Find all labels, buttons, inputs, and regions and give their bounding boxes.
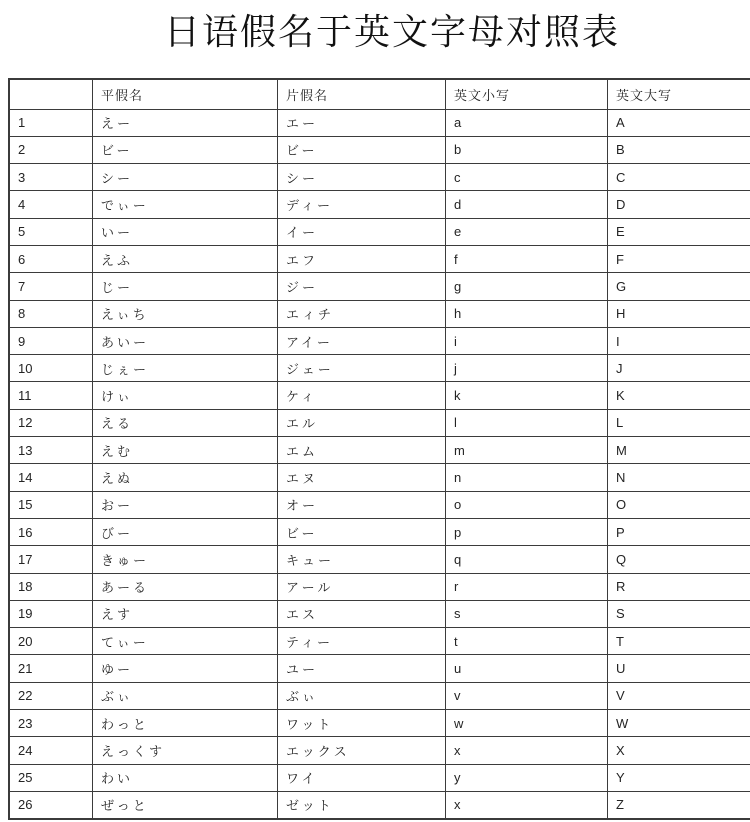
- english-lowercase-cell: i: [446, 327, 608, 354]
- english-lowercase-cell: h: [446, 300, 608, 327]
- header-row: [9, 79, 750, 109]
- table-row: [9, 628, 750, 655]
- hiragana-cell: ぜっと: [93, 791, 278, 818]
- hiragana-cell: じぇー: [93, 355, 278, 382]
- table-row: [9, 164, 750, 191]
- english-lowercase-cell: g: [446, 273, 608, 300]
- column-header-row-number: [9, 79, 93, 109]
- english-lowercase-cell: m: [446, 437, 608, 464]
- row-number-cell: 3: [9, 164, 93, 191]
- row-number-cell: 24: [9, 737, 93, 764]
- row-number-cell: 16: [9, 518, 93, 545]
- hiragana-cell: えっくす: [93, 737, 278, 764]
- english-lowercase-cell: p: [446, 518, 608, 545]
- english-uppercase-cell: U: [608, 655, 750, 682]
- row-number-cell: 11: [9, 382, 93, 409]
- english-lowercase-cell: k: [446, 382, 608, 409]
- english-lowercase-cell: q: [446, 546, 608, 573]
- row-number-cell: 15: [9, 491, 93, 518]
- katakana-cell: イー: [278, 218, 446, 245]
- hiragana-cell: あいー: [93, 327, 278, 354]
- row-number-cell: 26: [9, 791, 93, 818]
- english-lowercase-cell: a: [446, 109, 608, 136]
- hiragana-cell: えぃち: [93, 300, 278, 327]
- row-number-cell: 6: [9, 245, 93, 272]
- row-number-cell: 13: [9, 437, 93, 464]
- hiragana-cell: えふ: [93, 245, 278, 272]
- katakana-cell: ジー: [278, 273, 446, 300]
- hiragana-cell: おー: [93, 491, 278, 518]
- english-lowercase-cell: y: [446, 764, 608, 791]
- english-uppercase-cell: F: [608, 245, 750, 272]
- hiragana-cell: けぃ: [93, 382, 278, 409]
- hiragana-cell: シー: [93, 164, 278, 191]
- katakana-cell: エックス: [278, 737, 446, 764]
- katakana-cell: ユー: [278, 655, 446, 682]
- table-body: [9, 109, 750, 819]
- hiragana-cell: ぶぃ: [93, 682, 278, 709]
- english-lowercase-cell: v: [446, 682, 608, 709]
- hiragana-cell: えぬ: [93, 464, 278, 491]
- kana-alphabet-table: [8, 78, 750, 820]
- table-row: [9, 464, 750, 491]
- hiragana-cell: あーる: [93, 573, 278, 600]
- english-uppercase-cell: I: [608, 327, 750, 354]
- row-number-cell: 4: [9, 191, 93, 218]
- english-uppercase-cell: R: [608, 573, 750, 600]
- english-lowercase-cell: s: [446, 600, 608, 627]
- katakana-cell: エル: [278, 409, 446, 436]
- katakana-cell: シー: [278, 164, 446, 191]
- table-row: [9, 546, 750, 573]
- hiragana-cell: える: [93, 409, 278, 436]
- katakana-cell: ぶぃ: [278, 682, 446, 709]
- hiragana-cell: えむ: [93, 437, 278, 464]
- row-number-cell: 20: [9, 628, 93, 655]
- hiragana-cell: わい: [93, 764, 278, 791]
- row-number-cell: 8: [9, 300, 93, 327]
- katakana-cell: ケィ: [278, 382, 446, 409]
- hiragana-cell: いー: [93, 218, 278, 245]
- table-row: [9, 191, 750, 218]
- row-number-cell: 23: [9, 710, 93, 737]
- table-row: [9, 491, 750, 518]
- english-uppercase-cell: M: [608, 437, 750, 464]
- katakana-cell: ジェー: [278, 355, 446, 382]
- english-uppercase-cell: Q: [608, 546, 750, 573]
- english-uppercase-cell: Z: [608, 791, 750, 818]
- katakana-cell: エス: [278, 600, 446, 627]
- katakana-cell: エヌ: [278, 464, 446, 491]
- table-row: [9, 600, 750, 627]
- english-uppercase-cell: J: [608, 355, 750, 382]
- table-row: [9, 355, 750, 382]
- table-row: [9, 245, 750, 272]
- english-uppercase-cell: B: [608, 136, 750, 163]
- english-uppercase-cell: V: [608, 682, 750, 709]
- row-number-cell: 14: [9, 464, 93, 491]
- katakana-cell: ワット: [278, 710, 446, 737]
- english-uppercase-cell: N: [608, 464, 750, 491]
- english-lowercase-cell: b: [446, 136, 608, 163]
- row-number-cell: 9: [9, 327, 93, 354]
- column-header-hiragana: 平假名: [93, 79, 278, 109]
- table-row: [9, 136, 750, 163]
- table-row: [9, 300, 750, 327]
- hiragana-cell: ビー: [93, 136, 278, 163]
- hiragana-cell: でぃー: [93, 191, 278, 218]
- page-title: 日语假名于英文字母对照表: [163, 12, 620, 53]
- table-row: [9, 573, 750, 600]
- english-lowercase-cell: d: [446, 191, 608, 218]
- katakana-cell: ゼット: [278, 791, 446, 818]
- hiragana-cell: ゆー: [93, 655, 278, 682]
- katakana-cell: ワイ: [278, 764, 446, 791]
- english-uppercase-cell: P: [608, 518, 750, 545]
- row-number-cell: 10: [9, 355, 93, 382]
- english-lowercase-cell: n: [446, 464, 608, 491]
- katakana-cell: エフ: [278, 245, 446, 272]
- hiragana-cell: じー: [93, 273, 278, 300]
- english-lowercase-cell: x: [446, 791, 608, 818]
- column-header-katakana: 片假名: [278, 79, 446, 109]
- row-number-cell: 5: [9, 218, 93, 245]
- table-row: [9, 382, 750, 409]
- table-row: [9, 682, 750, 709]
- english-lowercase-cell: r: [446, 573, 608, 600]
- row-number-cell: 12: [9, 409, 93, 436]
- katakana-cell: ビー: [278, 136, 446, 163]
- english-lowercase-cell: e: [446, 218, 608, 245]
- katakana-cell: オー: [278, 491, 446, 518]
- table-row: [9, 655, 750, 682]
- katakana-cell: アイー: [278, 327, 446, 354]
- column-header-english-lowercase: 英文小写: [446, 79, 608, 109]
- katakana-cell: キュー: [278, 546, 446, 573]
- hiragana-cell: えす: [93, 600, 278, 627]
- row-number-cell: 19: [9, 600, 93, 627]
- english-uppercase-cell: A: [608, 109, 750, 136]
- table-row: [9, 437, 750, 464]
- table-row: [9, 737, 750, 764]
- katakana-cell: エィチ: [278, 300, 446, 327]
- row-number-cell: 7: [9, 273, 93, 300]
- english-lowercase-cell: t: [446, 628, 608, 655]
- table-row: [9, 710, 750, 737]
- table-row: [9, 273, 750, 300]
- table-row: [9, 109, 750, 136]
- english-uppercase-cell: E: [608, 218, 750, 245]
- katakana-cell: ディー: [278, 191, 446, 218]
- table-row: [9, 327, 750, 354]
- english-uppercase-cell: H: [608, 300, 750, 327]
- english-uppercase-cell: W: [608, 710, 750, 737]
- row-number-cell: 25: [9, 764, 93, 791]
- hiragana-cell: きゅー: [93, 546, 278, 573]
- hiragana-cell: えー: [93, 109, 278, 136]
- column-header-english-uppercase: 英文大写: [608, 79, 750, 109]
- english-uppercase-cell: D: [608, 191, 750, 218]
- table-row: [9, 791, 750, 818]
- table-row: [9, 409, 750, 436]
- table-row: [9, 764, 750, 791]
- english-uppercase-cell: L: [608, 409, 750, 436]
- english-lowercase-cell: u: [446, 655, 608, 682]
- english-lowercase-cell: x: [446, 737, 608, 764]
- table-row: [9, 518, 750, 545]
- katakana-cell: アール: [278, 573, 446, 600]
- english-lowercase-cell: l: [446, 409, 608, 436]
- english-uppercase-cell: S: [608, 600, 750, 627]
- katakana-cell: エー: [278, 109, 446, 136]
- english-uppercase-cell: X: [608, 737, 750, 764]
- english-uppercase-cell: G: [608, 273, 750, 300]
- table-row: [9, 218, 750, 245]
- katakana-cell: ティー: [278, 628, 446, 655]
- english-uppercase-cell: K: [608, 382, 750, 409]
- english-lowercase-cell: c: [446, 164, 608, 191]
- katakana-cell: ビー: [278, 518, 446, 545]
- hiragana-cell: びー: [93, 518, 278, 545]
- english-lowercase-cell: j: [446, 355, 608, 382]
- row-number-cell: 21: [9, 655, 93, 682]
- row-number-cell: 1: [9, 109, 93, 136]
- row-number-cell: 18: [9, 573, 93, 600]
- english-uppercase-cell: O: [608, 491, 750, 518]
- english-lowercase-cell: w: [446, 710, 608, 737]
- english-lowercase-cell: o: [446, 491, 608, 518]
- katakana-cell: エム: [278, 437, 446, 464]
- row-number-cell: 2: [9, 136, 93, 163]
- row-number-cell: 22: [9, 682, 93, 709]
- english-lowercase-cell: f: [446, 245, 608, 272]
- hiragana-cell: わっと: [93, 710, 278, 737]
- english-uppercase-cell: T: [608, 628, 750, 655]
- hiragana-cell: てぃー: [93, 628, 278, 655]
- english-uppercase-cell: C: [608, 164, 750, 191]
- english-uppercase-cell: Y: [608, 764, 750, 791]
- row-number-cell: 17: [9, 546, 93, 573]
